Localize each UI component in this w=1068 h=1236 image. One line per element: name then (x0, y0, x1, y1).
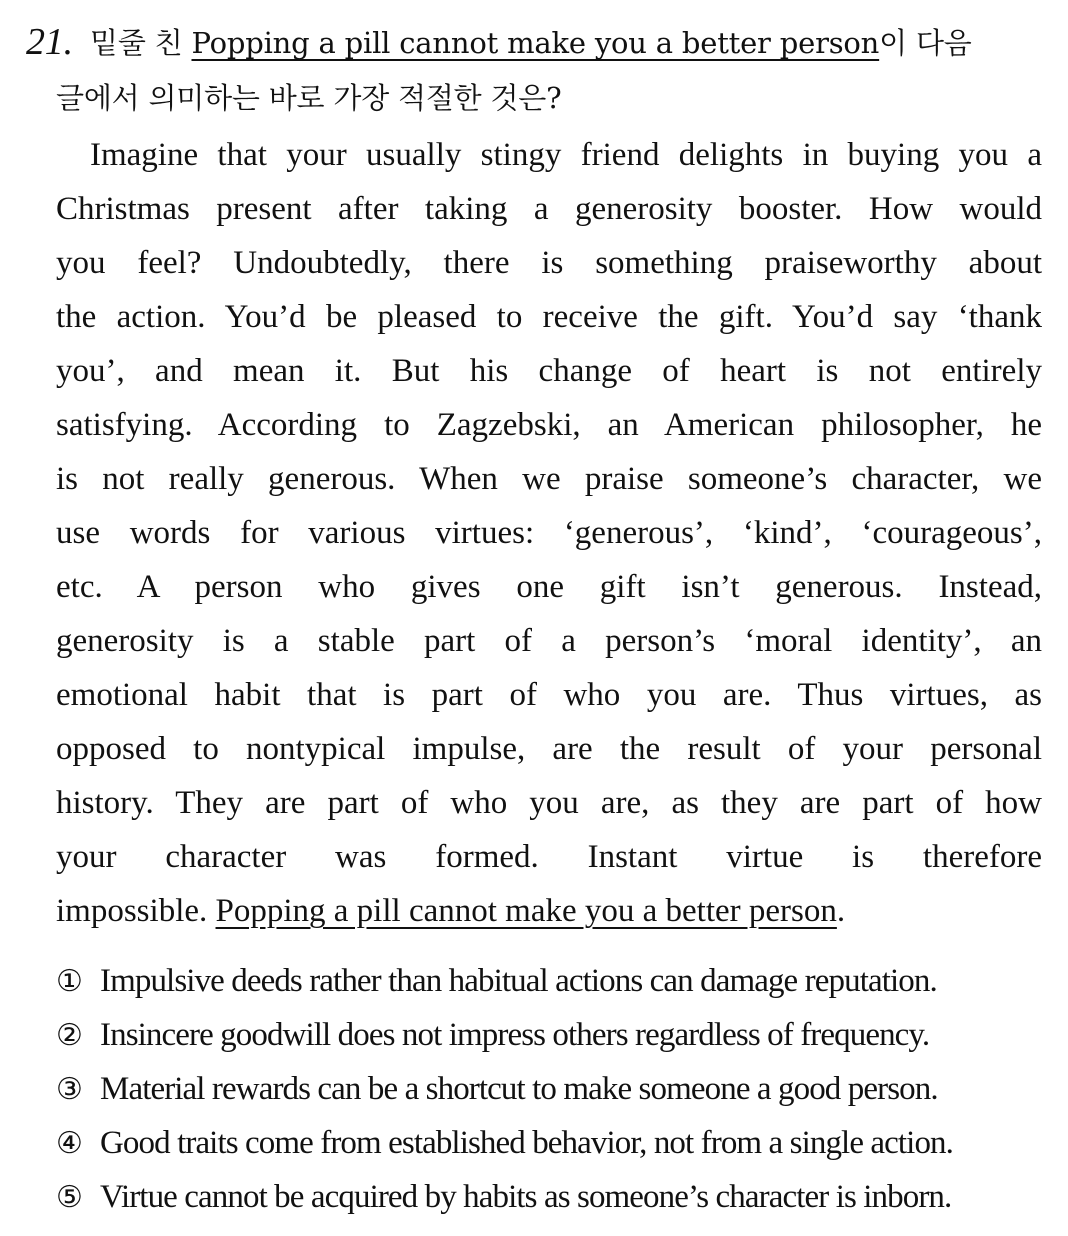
passage-line: opposed to nontypical impulse, are the result of your personal (56, 731, 1042, 767)
passage-line: etc. A person who gives one gift isn’t generous. Instead, (56, 569, 1042, 605)
passage-line: you’, and mean it. But his change of heart is not entirely (56, 353, 1042, 389)
passage-line: Christmas present after taking a generosity booster. How would (56, 191, 1042, 227)
question-number: 21. (26, 21, 73, 63)
passage-underlined-phrase: Popping a pill cannot make you a better person (215, 893, 837, 929)
passage-line: you feel? Undoubtedly, there is something praiseworthy about (56, 245, 1042, 281)
answer-option-2[interactable] (56, 1008, 1046, 1062)
answer-option-1[interactable] (56, 954, 1046, 1008)
answer-option-5[interactable] (56, 1170, 1046, 1224)
passage-line: Imagine that your usually stingy friend delights in buying you a (90, 137, 1042, 173)
question-prompt-line-1 (26, 14, 1046, 70)
question-prompt-line-2: 글에서 의미하는 바로 가장 적절한 것은? (56, 81, 562, 115)
prompt-prefix: 밑줄 친 (90, 26, 192, 60)
option-text-2: Insincere goodwill does not impress others regardless of frequency. (100, 1017, 930, 1053)
option-number-4: ④ (56, 1126, 83, 1161)
question-header (26, 14, 1046, 126)
option-number-1: ① (56, 964, 83, 999)
passage-last-suffix: . (836, 893, 846, 929)
option-number-3: ③ (56, 1072, 83, 1107)
option-text-5: Virtue cannot be acquired by habits as someone’s character is inborn. (100, 1179, 952, 1215)
passage-last-line (56, 884, 1042, 938)
option-number-5: ⑤ (56, 1180, 83, 1215)
passage-line: your character was formed. Instant virtue is therefore (56, 839, 1042, 875)
passage-line: satisfying. According to Zagzebski, an American philosopher, he (56, 407, 1042, 443)
option-number-2: ② (56, 1018, 83, 1053)
passage-line: history. They are part of who you are, as they are part of how (56, 785, 1042, 821)
reading-passage (56, 128, 1042, 938)
answer-option-3[interactable] (56, 1062, 1046, 1116)
passage-line: emotional habit that is part of who you are. Thus virtues, as (56, 677, 1042, 713)
passage-line: is not really generous. When we praise someone’s character, we (56, 461, 1042, 497)
option-text-3: Material rewards can be a shortcut to make someone a good person. (100, 1071, 938, 1107)
answer-option-4[interactable] (56, 1116, 1046, 1170)
prompt-underlined-phrase: Popping a pill cannot make you a better person (191, 26, 880, 60)
option-text-4: Good traits come from established behavior, not from a single action. (100, 1125, 954, 1161)
answer-options (56, 954, 1046, 1224)
passage-line: the action. You’d be pleased to receive the gift. You’d say ‘thank (56, 299, 1042, 335)
option-text-1: Impulsive deeds rather than habitual actions can damage reputation. (100, 963, 937, 999)
passage-last-prefix: impossible. (56, 893, 216, 929)
prompt-suffix: 이 다음 (879, 26, 972, 60)
passage-line: generosity is a stable part of a person’s ‘moral identity’, an (56, 623, 1042, 659)
passage-line: use words for various virtues: ‘generous’, ‘kind’, ‘courageous’, (56, 515, 1042, 551)
